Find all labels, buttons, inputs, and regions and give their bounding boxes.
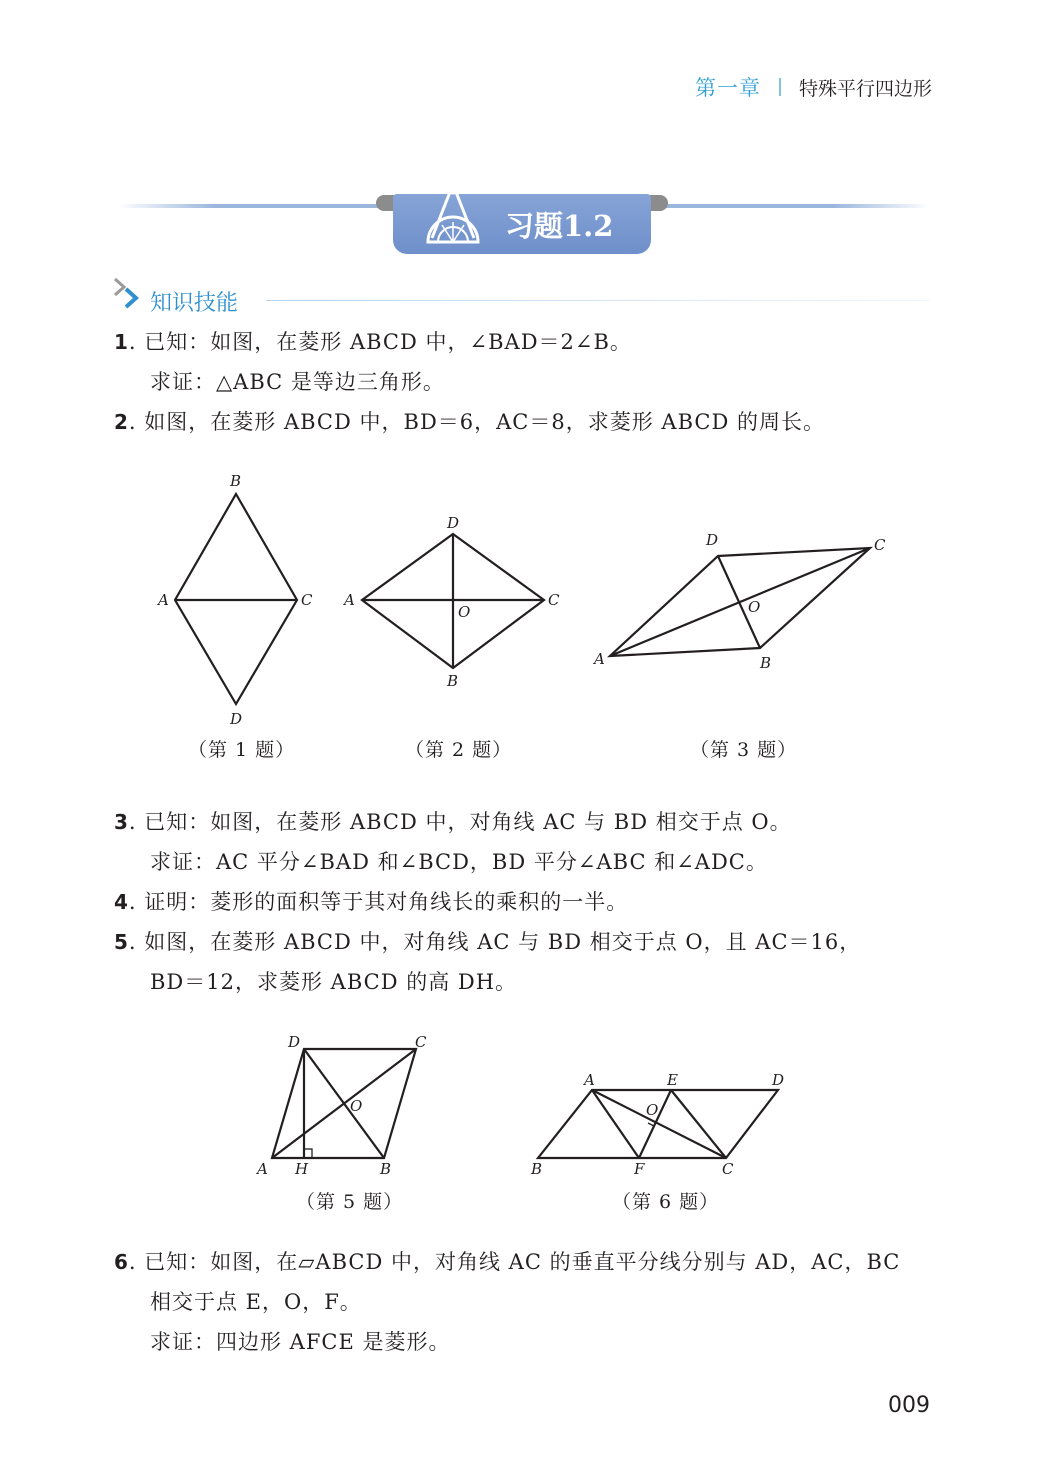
problem-4 [114,882,628,922]
label-d: D [288,1033,301,1051]
label-b: B [447,672,459,690]
label-a: A [344,591,355,609]
label-o: O [748,598,761,616]
problem-5-line2: BD＝12，求菱形 ABCD 的高 DH。 [150,970,518,994]
problem-number: 6 [114,1250,129,1274]
problem-number: 2 [114,410,129,434]
problem-6-line2: 相交于点 E，O，F。 [150,1290,362,1314]
compass-protractor-icon [420,172,486,248]
problem-1 [114,322,632,362]
running-header [695,72,932,102]
label-c: C [874,536,886,554]
diagonal-bd [304,1049,384,1158]
problem-5 [114,922,861,962]
label-c: C [301,591,313,609]
label-d: D [706,531,719,549]
figure-5 [250,1028,440,1184]
label-b: B [380,1160,392,1178]
label-a: A [257,1160,268,1178]
problem-text: . 已知：如图，在菱形 ABCD 中，∠BAD＝2∠B。 [128,330,632,354]
chevron-right-icon [112,276,146,312]
problem-text: . 如图，在菱形 ABCD 中，对角线 AC 与 BD 相交于点 O，且 AC＝16， [128,930,862,954]
label-c: C [722,1160,734,1178]
label-d: D [447,514,460,532]
figure-3 [590,526,894,676]
problem-3 [114,802,792,842]
figure-5-caption: （第 5 题） [296,1191,404,1213]
figure-2 [338,508,568,692]
section-title: 知识技能 [150,291,239,316]
right-angle-mark [648,1123,654,1132]
chapter-number: 第一章 [694,76,761,100]
label-d: D [230,710,243,728]
label-a: A [158,591,169,609]
label-o: O [646,1101,659,1119]
problem-text: . 已知：如图，在菱形 ABCD 中，对角线 AC 与 BD 相交于点 O。 [128,810,792,834]
label-o: O [350,1097,363,1115]
problem-number: 4 [114,890,129,914]
figure-2-caption: （第 2 题） [405,739,513,761]
problem-number: 1 [114,330,129,354]
problem-number: 3 [114,810,129,834]
label-c: C [548,591,560,609]
figure-6-caption: （第 6 题） [612,1191,720,1213]
label-b: B [531,1160,543,1178]
segment-ec [671,1090,726,1158]
label-e: E [667,1071,678,1089]
label-b: B [760,654,772,672]
problem-6 [114,1242,900,1282]
label-d: D [772,1071,785,1089]
label-c: C [415,1033,427,1051]
label-f: F [634,1160,645,1178]
problem-text: . 如图，在菱形 ABCD 中，BD＝6，AC＝8，求菱形 ABCD 的周长。 [128,410,825,434]
figure-3-caption: （第 3 题） [690,739,798,761]
section-rule [266,300,930,301]
right-angle-mark [304,1149,312,1158]
page-number: 009 [888,1393,930,1418]
problem-1-proof: 求证：△ABC 是等边三角形。 [150,370,445,394]
label-b: B [230,472,242,490]
header-divider [779,78,781,96]
label-a: A [584,1071,595,1089]
label-o: O [458,603,471,621]
figure-6 [526,1066,796,1184]
chapter-title: 特殊平行四边形 [798,77,932,100]
segment-af [592,1090,639,1158]
figure-1 [150,466,330,732]
exercise-title: 习题1.2 [505,209,614,243]
problem-text: . 证明：菱形的面积等于其对角线长的乘积的一半。 [128,890,629,914]
problem-2 [114,402,825,442]
diagonal-ac [592,1090,726,1158]
problem-number: 5 [114,930,129,954]
figure-1-caption: （第 1 题） [188,739,296,761]
problem-text: . 已知：如图，在▱ABCD 中，对角线 AC 的垂直平分线分别与 AD，AC，BC [128,1250,901,1274]
label-a: A [594,650,605,668]
label-h: H [295,1160,309,1178]
problem-3-proof: 求证：AC 平分∠BAD 和∠BCD，BD 平分∠ABC 和∠ADC。 [150,850,768,874]
problem-6-proof: 求证：四边形 AFCE 是菱形。 [150,1330,451,1354]
